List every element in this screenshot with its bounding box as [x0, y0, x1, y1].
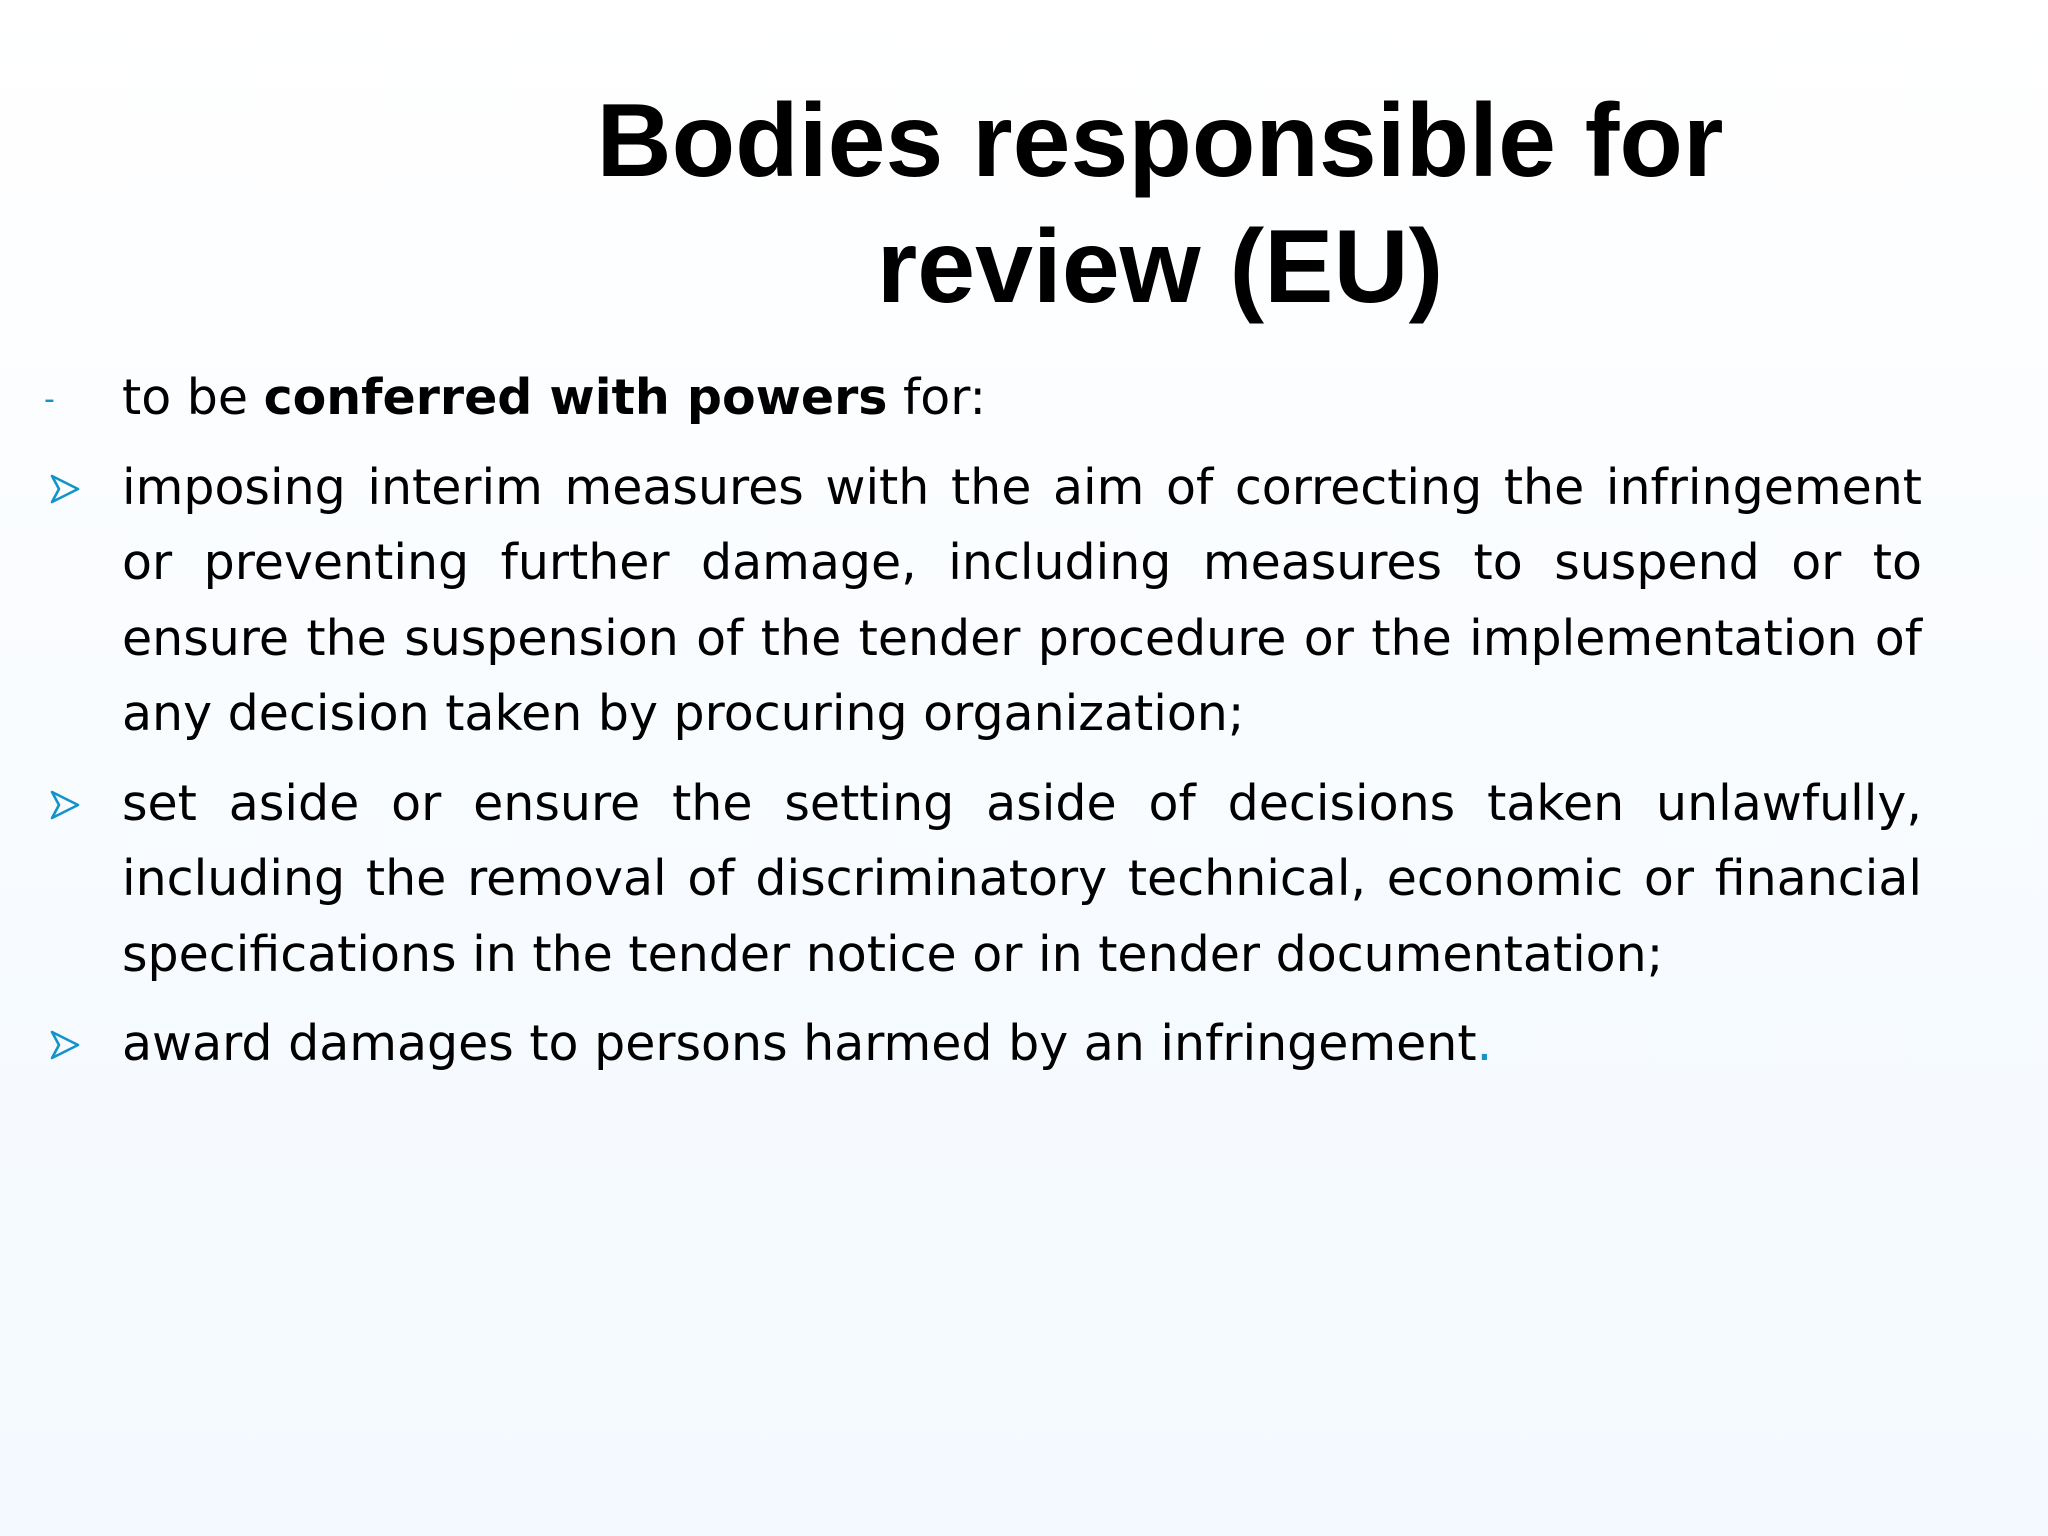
intro-bold-text: conferred with powers: [263, 369, 888, 426]
list-item-trailing-period: .: [1476, 1015, 1493, 1072]
intro-suffix: for:: [887, 369, 987, 426]
list-item-text: imposing interim measures with the aim of correcting the infringement or preventing further damage, including measures to suspend or to ensure the suspension of the tender procedure or the implementation of any decision taken by procuring organization;: [122, 458, 1922, 742]
intro-item: [40, 360, 1922, 436]
dash-bullet-icon: -: [44, 382, 55, 417]
list-item-text: [122, 1006, 1922, 1082]
intro-prefix: to be: [122, 369, 264, 426]
slide-title: [520, 78, 1800, 330]
list-item-main-text: award damages to persons harmed by an infringement: [122, 1015, 1477, 1072]
list-item-text: set aside or ensure the setting aside of decisions taken unlawfully, including the removal of discriminatory technical, economic or financial specifications in the tender notice or in tender documentation;: [122, 774, 1922, 983]
list-item: [40, 1006, 1922, 1082]
list-item: [40, 766, 1922, 993]
slide-title-line-1: Bodies responsible for: [596, 83, 1724, 199]
slide-title-line-2: review (EU): [876, 209, 1444, 325]
intro-text: [122, 360, 1922, 436]
list-item: [40, 450, 1922, 752]
slide-body: [40, 360, 1922, 1096]
